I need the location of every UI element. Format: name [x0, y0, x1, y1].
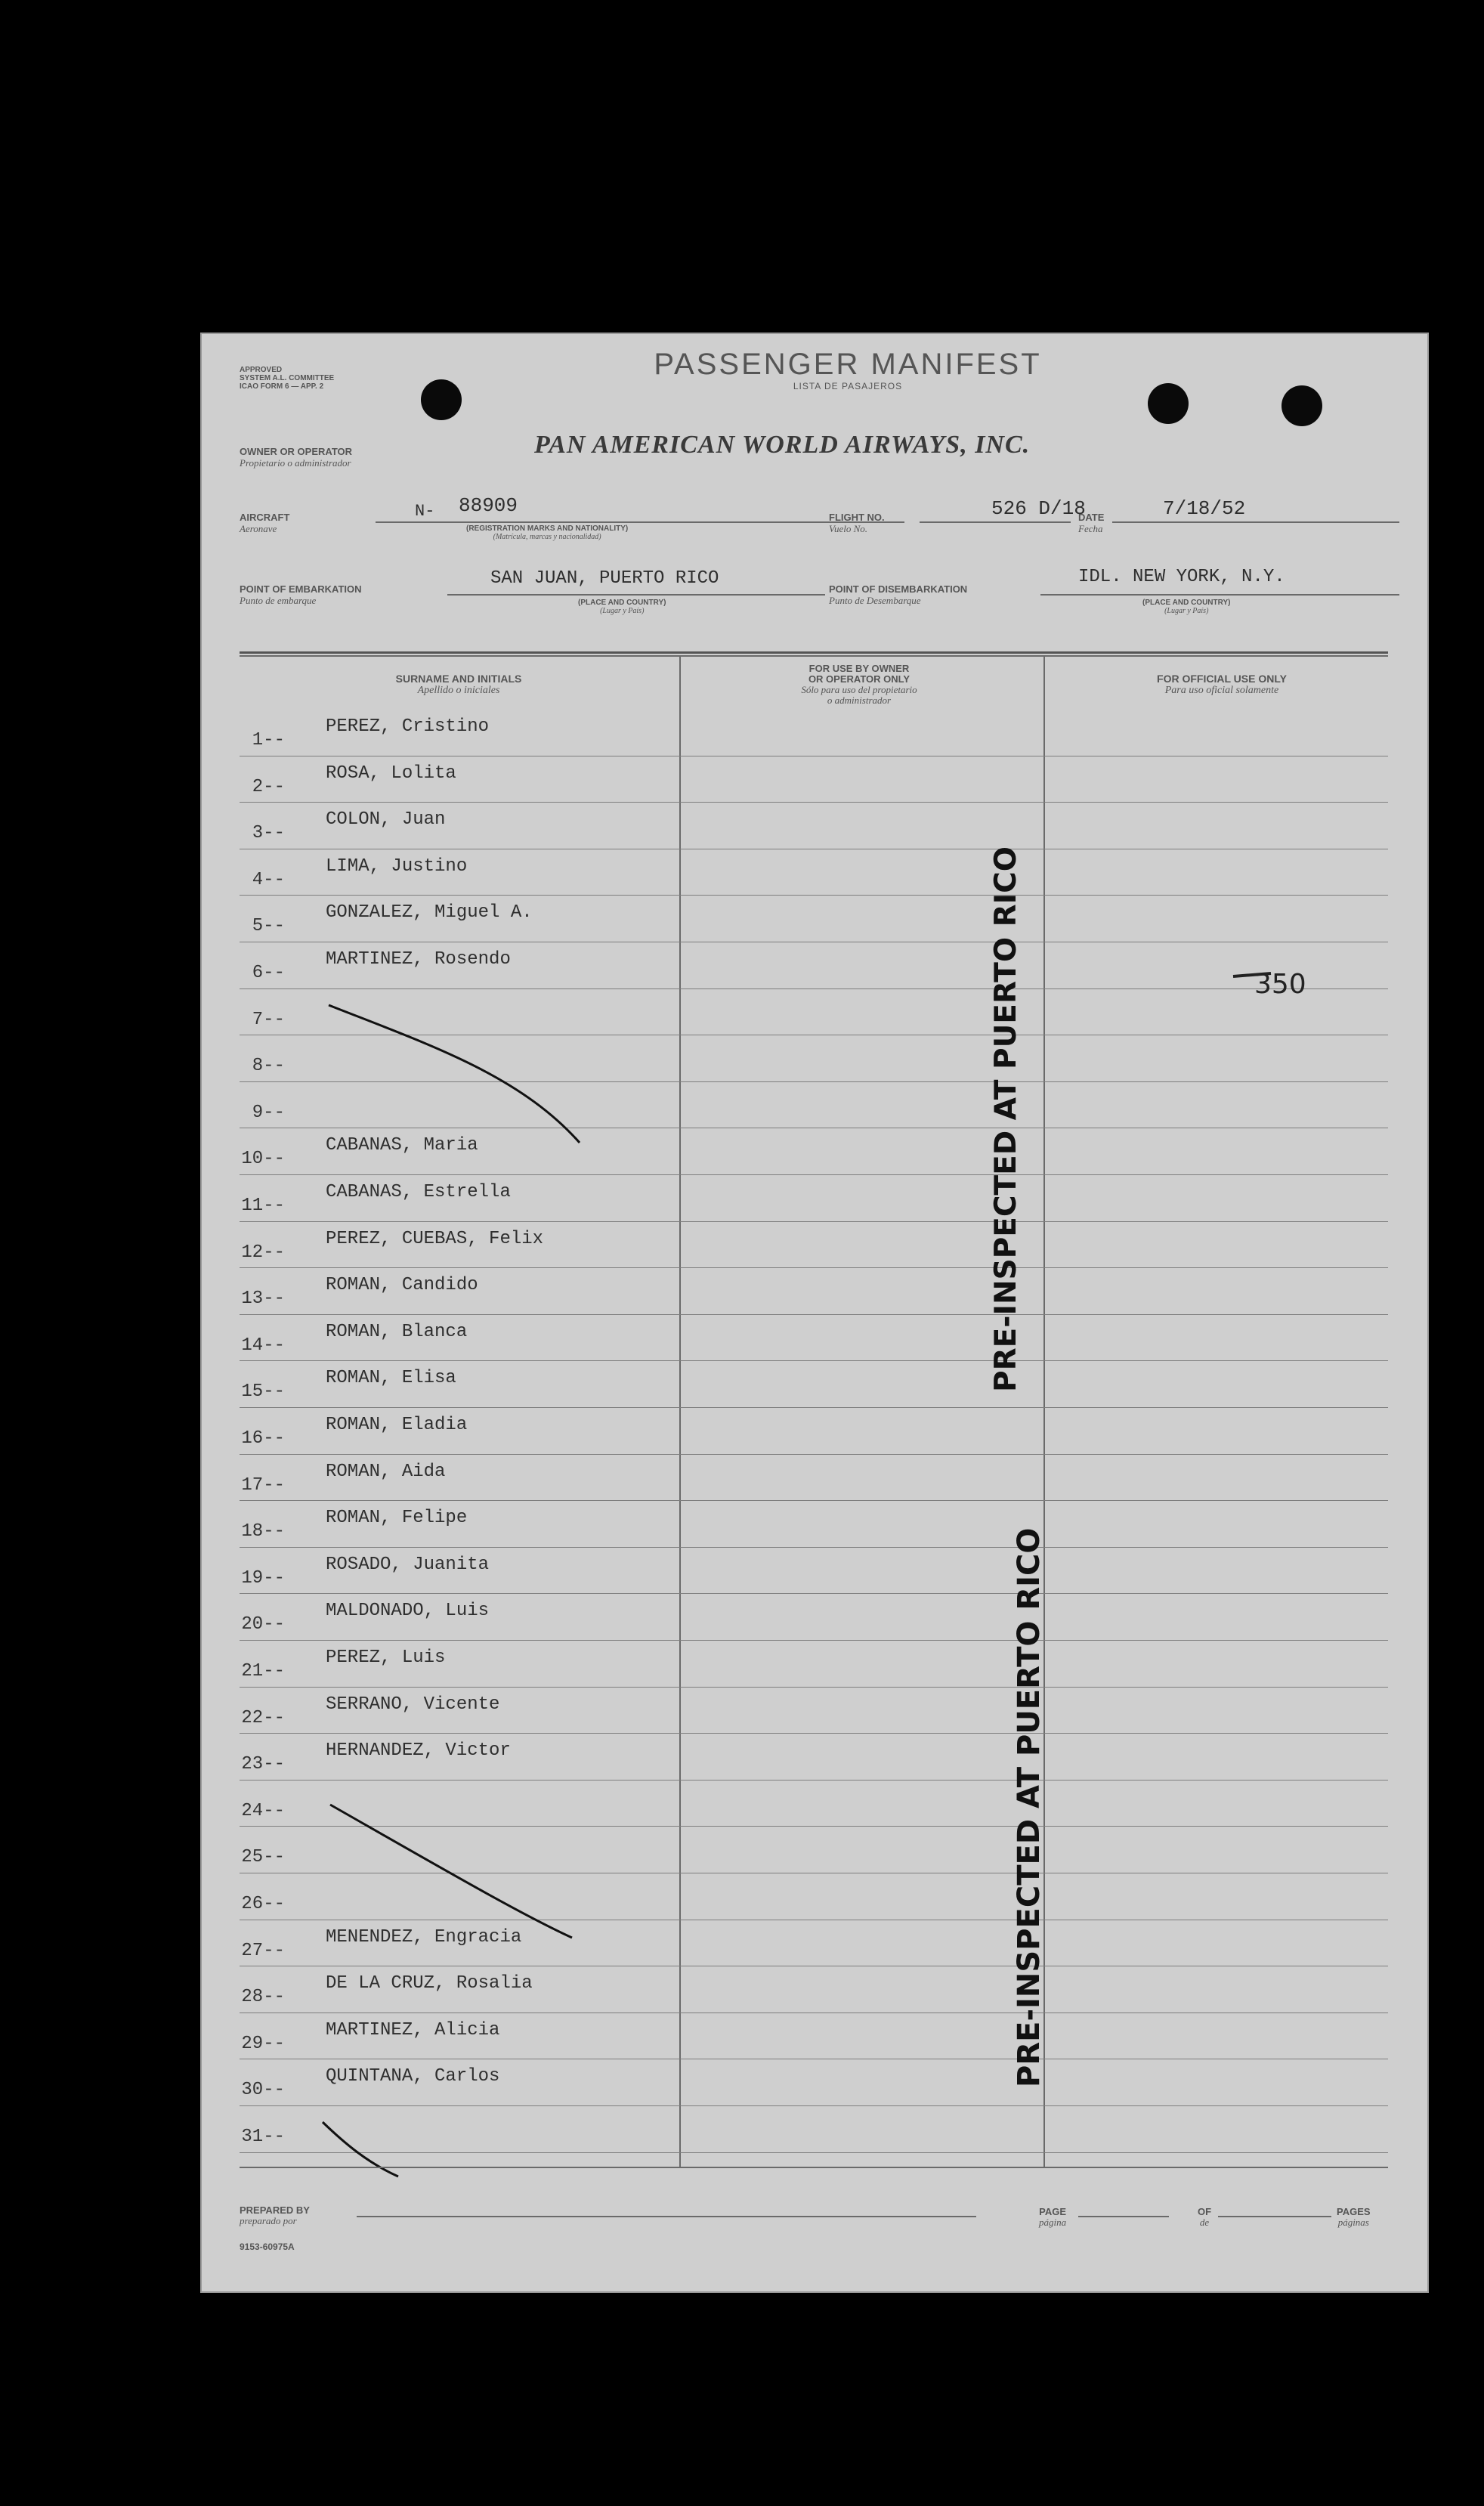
flight-value: 526 D/18 — [991, 497, 1086, 520]
footer-rule — [240, 2167, 1388, 2168]
page-label-en: PAGE — [1039, 2206, 1066, 2217]
row-rule — [240, 1640, 1388, 1641]
aircraft-label-es: Aeronave — [240, 523, 277, 534]
preinspected-stamp: PRE-INSPECTED AT PUERTO RICO — [1012, 1527, 1047, 2087]
row-number: 28-- — [241, 1987, 285, 2008]
row-number: 15-- — [241, 1381, 285, 1403]
row-number: 20-- — [241, 1614, 285, 1635]
disembark-place-note — [1142, 599, 1230, 615]
embark-label-es: Punto de embarque — [240, 595, 317, 606]
date-label-es: Fecha — [1078, 523, 1103, 534]
row-number: 24-- — [241, 1800, 285, 1821]
disembark-label-es: Punto de Desembarque — [829, 595, 921, 606]
row-number: 14-- — [241, 1335, 285, 1356]
passenger-name: ROMAN, Felipe — [326, 1508, 468, 1529]
row-number: 26-- — [241, 1894, 285, 1914]
flight-label — [829, 512, 885, 534]
row-number: 10-- — [241, 1149, 285, 1170]
page-label-es: página — [1039, 2217, 1067, 2228]
passenger-name: ROMAN, Blanca — [326, 1321, 468, 1342]
owner-label-es: Propietario o administrador — [240, 457, 351, 469]
of-label-en: OF — [1198, 2206, 1212, 2217]
approval-block — [240, 366, 334, 391]
row-rule — [240, 1314, 1388, 1315]
table-top-rule — [240, 651, 1388, 654]
punch-hole — [1281, 385, 1322, 426]
disembark-rule — [1040, 594, 1399, 596]
column-header-official-use — [1071, 673, 1373, 697]
page-label — [1039, 2207, 1066, 2228]
row-number: 23-- — [241, 1754, 285, 1775]
cancel-stroke — [330, 1805, 572, 1938]
passenger-name: ROSADO, Juanita — [326, 1554, 490, 1575]
prepared-by-rule — [357, 2216, 976, 2217]
passenger-name: SERRANO, Vicente — [326, 1694, 500, 1715]
approval-line: ICAO FORM 6 — APP. 2 — [240, 382, 324, 391]
row-rule — [240, 1593, 1388, 1594]
punch-hole — [1148, 383, 1189, 424]
page-subtitle: LISTA DE PASAJEROS — [793, 381, 903, 391]
passenger-name: ROSA, Lolita — [326, 763, 456, 784]
date-value: 7/18/52 — [1163, 497, 1246, 520]
row-rule — [240, 1407, 1388, 1408]
row-number: 16-- — [241, 1428, 285, 1449]
passenger-name: DE LA CRUZ, Rosalia — [326, 1973, 533, 1994]
row-number: 25-- — [241, 1847, 285, 1868]
row-number: 22-- — [241, 1707, 285, 1728]
embark-label-en: POINT OF EMBARKATION — [240, 583, 362, 595]
row-number: 4-- — [252, 869, 285, 890]
aircraft-rule — [376, 521, 904, 523]
row-number: 11-- — [241, 1196, 285, 1216]
place-note-es: (Lugar y País) — [1164, 607, 1209, 615]
registration-note-en: (REGISTRATION MARKS AND NATIONALITY) — [466, 524, 629, 533]
flight-label-es: Vuelo No. — [829, 523, 868, 534]
row-rule — [240, 2152, 1388, 2153]
passenger-name: PEREZ, CUEBAS, Felix — [326, 1228, 544, 1249]
row-number: 6-- — [252, 963, 285, 983]
flight-rule — [920, 521, 1071, 523]
registration-note — [466, 524, 628, 541]
row-number: 8-- — [252, 1056, 285, 1077]
aircraft-prefix: N- — [415, 502, 435, 521]
form-number: 9153-60975A — [240, 2241, 295, 2252]
row-rule — [240, 1081, 1388, 1082]
row-number: 27-- — [241, 1940, 285, 1961]
owner-label — [240, 446, 352, 469]
passenger-name: PEREZ, Cristino — [326, 716, 490, 737]
row-number: 2-- — [252, 776, 285, 797]
date-label-en: DATE — [1078, 512, 1105, 523]
column-header-names-es: Apellido o iniciales — [417, 685, 500, 696]
date-rule — [1112, 521, 1399, 523]
prepared-by-label — [240, 2205, 310, 2226]
row-rule — [240, 1360, 1388, 1361]
passenger-name: ROMAN, Candido — [326, 1275, 478, 1296]
passenger-name: MARTINEZ, Rosendo — [326, 949, 511, 970]
row-number: 7-- — [252, 1009, 285, 1030]
punch-hole — [421, 379, 462, 420]
place-note-en: (PLACE AND COUNTRY) — [578, 599, 666, 607]
row-number: 21-- — [241, 1661, 285, 1681]
row-rule — [240, 1267, 1388, 1268]
page-rule — [1078, 2216, 1169, 2217]
row-number: 17-- — [241, 1474, 285, 1496]
place-note-es: (Lugar y País) — [600, 607, 645, 615]
row-rule — [240, 1733, 1388, 1734]
passenger-name: GONZALEZ, Miguel A. — [326, 902, 533, 924]
aircraft-label — [240, 512, 289, 534]
passenger-name: MENENDEZ, Engracia — [326, 1926, 522, 1948]
row-number: 31-- — [241, 2127, 285, 2147]
owner-label-en: OWNER OR OPERATOR — [240, 446, 353, 457]
row-rule — [240, 1454, 1388, 1455]
row-number: 9-- — [252, 1102, 285, 1123]
passenger-name: ROMAN, Eladia — [326, 1415, 468, 1435]
preinspected-stamp: PRE-INSPECTED AT PUERTO RICO — [989, 846, 1023, 1392]
owner-use-line-es: o administrador — [827, 695, 892, 706]
row-rule — [240, 1500, 1388, 1501]
row-number: 13-- — [241, 1289, 285, 1310]
passenger-name: COLON, Juan — [326, 809, 446, 831]
passenger-name: QUINTANA, Carlos — [326, 2066, 500, 2087]
manifest-sheet — [200, 333, 1429, 2293]
row-rule — [240, 895, 1388, 896]
flight-label-en: FLIGHT NO. — [829, 512, 885, 523]
disembark-label — [829, 583, 967, 606]
passenger-name: CABANAS, Estrella — [326, 1182, 511, 1202]
aircraft-label-en: AIRCRAFT — [240, 512, 290, 523]
embark-label — [240, 583, 362, 606]
owner-use-line-es: Sólo para uso del propietario — [801, 684, 917, 695]
registration-note-es: (Matrícula, marcas y nacionalidad) — [493, 533, 601, 541]
page-title: PASSENGER MANIFEST — [654, 348, 1042, 381]
official-note: 350 — [1254, 969, 1306, 1000]
passenger-name: ROMAN, Elisa — [326, 1368, 456, 1389]
place-note-en: (PLACE AND COUNTRY) — [1142, 599, 1231, 607]
column-header-owner-use — [723, 664, 995, 706]
row-rule — [240, 2105, 1388, 2106]
official-use-es: Para uso oficial solamente — [1164, 685, 1279, 696]
row-number: 29-- — [241, 2033, 285, 2054]
row-rule — [240, 988, 1388, 989]
official-use-en: FOR OFFICIAL USE ONLY — [1157, 673, 1287, 685]
column-divider — [679, 655, 681, 2167]
disembark-label-en: POINT OF DISEMBARKATION — [829, 583, 968, 595]
row-number: 3-- — [252, 823, 285, 844]
row-rule — [240, 1221, 1388, 1222]
row-number: 30-- — [241, 2080, 285, 2101]
owner-use-line: OR OPERATOR ONLY — [808, 673, 910, 685]
pages-label-es: páginas — [1337, 2217, 1369, 2228]
passenger-name: ROMAN, Aida — [326, 1461, 446, 1482]
row-rule — [240, 1547, 1388, 1548]
passenger-name: MALDONADO, Luis — [326, 1601, 490, 1622]
row-number: 1-- — [252, 730, 285, 750]
passenger-name: CABANAS, Maria — [326, 1135, 478, 1156]
row-rule — [240, 1174, 1388, 1175]
of-rule — [1218, 2216, 1331, 2217]
passenger-name: HERNANDEZ, Victor — [326, 1740, 511, 1762]
pages-label-en: PAGES — [1337, 2206, 1371, 2217]
row-rule — [240, 1826, 1388, 1827]
pages-label — [1337, 2207, 1371, 2228]
passenger-name: MARTINEZ, Alicia — [326, 2019, 500, 2040]
passenger-name: PEREZ, Luis — [326, 1647, 446, 1668]
embark-rule — [447, 594, 825, 596]
row-rule — [240, 1687, 1388, 1688]
prepared-label-es: preparado por — [240, 2215, 297, 2226]
row-number: 18-- — [241, 1521, 285, 1542]
column-header-names — [300, 673, 617, 697]
row-number: 19-- — [241, 1567, 285, 1589]
owner-use-line: FOR USE BY OWNER — [808, 663, 910, 674]
cancel-stroke — [323, 2122, 398, 2177]
row-number: 12-- — [241, 1242, 285, 1263]
cancel-stroke — [329, 1005, 580, 1143]
approval-line: APPROVED — [240, 366, 283, 374]
table-top-rule-2 — [240, 655, 1388, 657]
of-label — [1198, 2207, 1211, 2228]
approval-line: SYSTEM A.L. COMMITTEE — [240, 374, 335, 382]
embark-value: SAN JUAN, PUERTO RICO — [490, 568, 719, 589]
aircraft-value: 88909 — [459, 494, 518, 517]
row-rule — [240, 802, 1388, 803]
embark-place-note — [578, 599, 666, 615]
passenger-name: LIMA, Justino — [326, 855, 468, 877]
disembark-value: IDL. NEW YORK, N.Y. — [1078, 567, 1285, 587]
of-label-es: de — [1199, 2217, 1210, 2228]
prepared-label-en: PREPARED BY — [240, 2204, 310, 2216]
owner-value: PAN AMERICAN WORLD AIRWAYS, INC. — [534, 431, 1031, 459]
column-header-names-en: SURNAME AND INITIALS — [395, 673, 522, 685]
date-label — [1078, 512, 1104, 534]
row-number: 5-- — [252, 916, 285, 937]
